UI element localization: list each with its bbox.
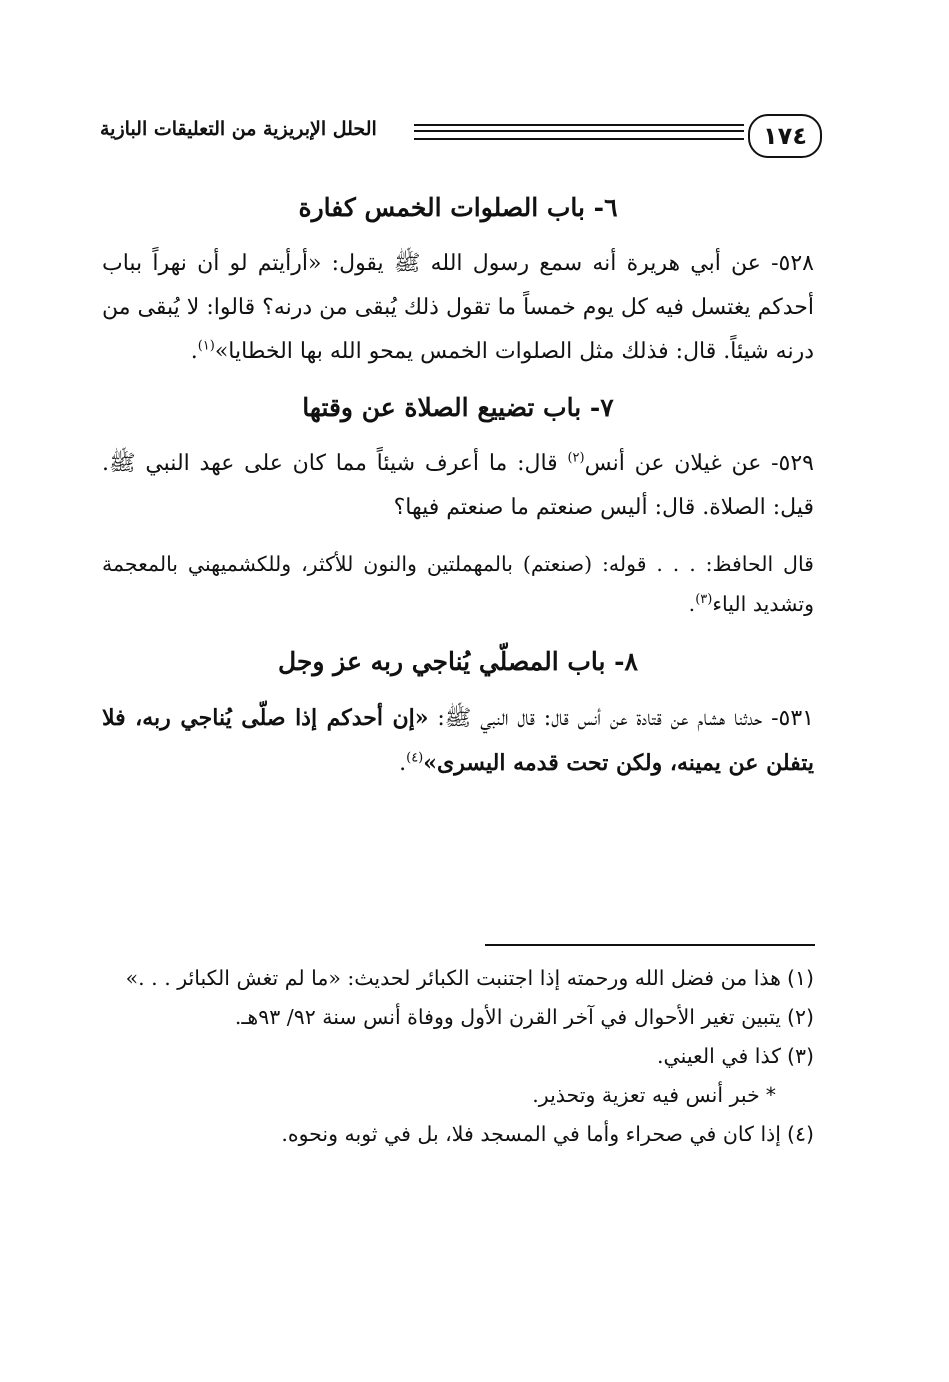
- footnote-marker: (٢): [786, 1005, 814, 1029]
- hadith-text-pre: ٥٢٩- عن غيلان عن أنس: [584, 451, 814, 476]
- commentary-text: قال الحافظ: . . . قوله: (صنعتم) بالمهملتين والنون للأكثر، وللكشميهني بالمعجمة وتشديد الياء: [102, 552, 814, 616]
- trailing-punct: .: [399, 751, 407, 776]
- hadith-528: [102, 242, 814, 374]
- section-6: [102, 188, 814, 374]
- footnote-ref-2[interactable]: (٢): [567, 450, 585, 466]
- footnotes: [102, 960, 814, 1155]
- footnote-marker: (٤): [786, 1122, 814, 1146]
- running-title: الحلل الإبريزية من التعليقات البازية: [100, 118, 377, 140]
- page-header: [100, 112, 822, 160]
- hadith-text-pre: ٥٣١- حدثنا هشام عن قتادة عن أنس قال: قال النبي ﷺ:: [428, 706, 814, 731]
- footnote-text: هذا من فضل الله ورحمته إذا اجتنبت الكبائر لحديث: «ما لم تغش الكبائر . . .»: [125, 966, 781, 990]
- section-title: ٨- باب المصلّي يُناجي ربه عز وجل: [278, 647, 638, 676]
- footnote-text: خبر أنس فيه تعزية وتحذير.: [532, 1083, 760, 1107]
- section-8: [102, 642, 814, 786]
- hadith-text: ٥٢٨- عن أبي هريرة أنه سمع رسول الله ﷺ يقول: «أرأيتم لو أن نهراً بباب أحدكم يغتسل فيه كل يوم خمساً ما تقول ذلك يُبقى من درنه؟ قالوا: لا يُبقى من درنه شيئاً. قال: فذلك مثل الصلوات الخمس يمحو الله بها الخطايا»: [102, 251, 814, 364]
- footnote-ref-1[interactable]: (١): [197, 338, 215, 354]
- footnote-ref-4[interactable]: (٤): [406, 750, 424, 766]
- main-content: [102, 188, 814, 800]
- footnote-marker: (٣): [786, 1044, 814, 1068]
- footnote-star: [102, 1077, 814, 1114]
- section-title: ٧- باب تضييع الصلاة عن وقتها: [302, 393, 614, 422]
- hadith-text-bold: «إن أحدكم إذا صلّى يُناجي ربه، فلا يتفلن عن يمينه، ولكن تحت قدمه اليسرى»: [102, 705, 814, 776]
- footnote-separator: [485, 944, 815, 946]
- hadith-531: [102, 696, 814, 786]
- footnote-1: [102, 960, 814, 997]
- footnote-marker: *: [765, 1083, 776, 1107]
- footnote-marker: (١): [786, 966, 814, 990]
- footnote-text: إذا كان في صحراء وأما في المسجد فلا، بل في ثوبه ونحوه.: [281, 1122, 781, 1146]
- trailing-punct: .: [190, 339, 198, 364]
- footnote-text: يتبين تغير الأحوال في آخر القرن الأول ووفاة أنس سنة ٩٢/ ٩٣هـ.: [234, 1005, 781, 1029]
- hadith-529: [102, 442, 814, 530]
- page-number: ١٧٤: [748, 114, 822, 158]
- footnote-ref-3[interactable]: (٣): [695, 592, 713, 608]
- footnote-2: [102, 999, 814, 1036]
- trailing-punct: .: [688, 592, 696, 616]
- hadith-text-post: قال: ما أعرف شيئاً مما كان على عهد النبي ﷺ. قيل: الصلاة. قال: أليس صنعتم ما صنعتم فيها؟: [102, 451, 814, 520]
- header-decorative-rule: [414, 124, 744, 140]
- footnote-text: كذا في العيني.: [657, 1044, 781, 1068]
- footnote-3: [102, 1038, 814, 1075]
- commentary-hafiz: [102, 544, 814, 624]
- footnote-4: [102, 1116, 814, 1153]
- section-7: [102, 388, 814, 624]
- section-title: ٦- باب الصلوات الخمس كفارة: [298, 193, 618, 222]
